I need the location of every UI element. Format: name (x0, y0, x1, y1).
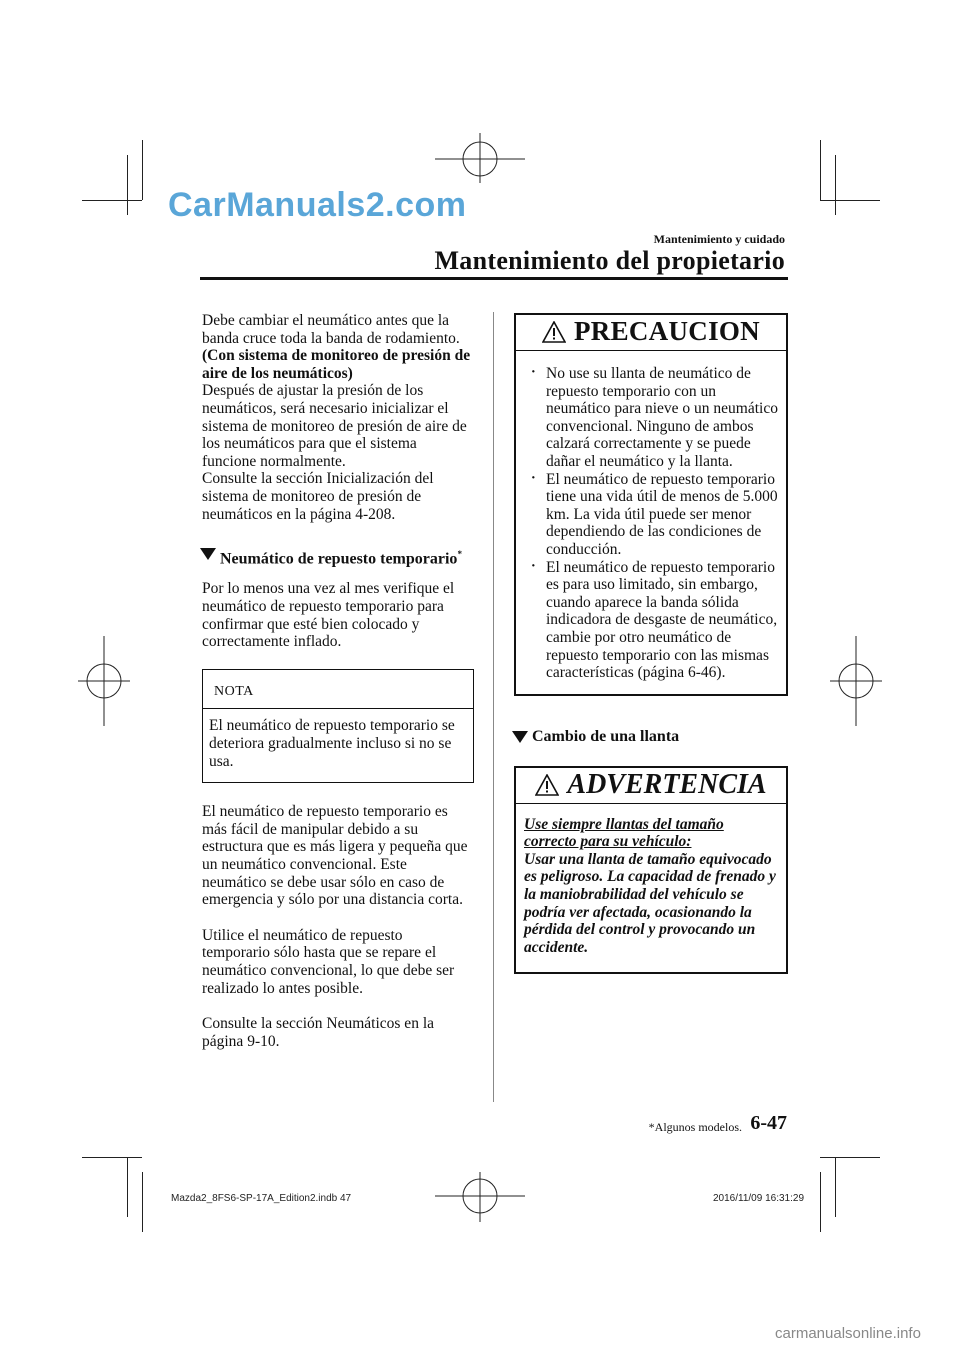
registration-mark-left (78, 636, 130, 726)
precaucion-box (514, 313, 788, 696)
registration-mark-bottom (435, 1172, 525, 1222)
precaucion-title: PRECAUCION (573, 316, 760, 347)
section-heading-spare (202, 545, 474, 568)
advertencia-body (516, 804, 786, 973)
file-info: Mazda2_8FS6-SP-17A_Edition2.indb 47 (171, 1193, 352, 1204)
column-divider (493, 312, 494, 1102)
advertencia-header (516, 768, 786, 804)
paragraph-tpms-reference: Consulte la sección Inicialización del sistema de monitoreo de presión de neumáticos en la página 4-208. (202, 470, 434, 523)
bottom-watermark[interactable]: carmanualsonline.info (775, 1325, 921, 1342)
right-column (514, 313, 788, 974)
footnote-marker: * (457, 549, 462, 560)
date-info: 2016/11/09 16:31:29 (713, 1193, 805, 1204)
paragraph-spare-use: Utilice el neumático de repuesto temporario sólo hasta que se repare el neumático convencional, lo que debe ser realizado lo antes posible. (202, 926, 455, 997)
left-column (202, 312, 474, 1050)
list-item: · El neumático de repuesto temporario tiene una vida útil de menos de 5.000 km. La vida útil puede ser menor dependiendo de las condiciones de conducción. (528, 471, 778, 559)
triangle-down-icon (512, 731, 528, 743)
advertencia-text: Usar una llanta de tamaño equivocado es peligroso. La capacidad de frenado y la maniobrabilidad del vehículo se podría ver afectada, ocasionando la pérdida del control y provocando un accidente. (524, 850, 776, 956)
precaucion-body (516, 351, 786, 694)
nota-body: El neumático de repuesto temporario se deteriora gradualmente incluso si no se usa. (209, 717, 455, 770)
section-heading-change (514, 728, 788, 746)
section-title-spare: Neumático de repuesto temporario (220, 550, 458, 568)
list-item: · El neumático de repuesto temporario es para uso limitado, sin embargo, cuando aparece la banda sólida indicadora de desgaste de neumático, cambie por otro neumático de repuesto temporario con las mismas características (página 6-46). (528, 559, 778, 682)
nota-box (202, 669, 474, 783)
watermark-logo[interactable]: CarManuals2.com (168, 186, 467, 224)
page-number: 6-47 (750, 1112, 787, 1134)
registration-mark-right (830, 636, 882, 726)
paragraph-spare-handling: El neumático de repuesto temporario es más fácil de manipular debido a su estructura que es más ligera y pequeña que un neumático convencional. Este neumático se debe usar sólo en caso de emergencia y sólo por una distancia corta. (202, 803, 468, 909)
header-rule (200, 277, 788, 280)
paragraph-tpms-body: Después de ajustar la presión de los neumáticos, será necesario inicializar el sistema de monitoreo de presión de aire de los neumáticos para que el sistema funcione normalmente. (202, 382, 467, 470)
list-item: · No use su llanta de neumático de repuesto temporario con un neumático para nieve o un neumático convencional. Ninguno de ambos calzará correctamente y se puede dañar el neumático y la llanta. (528, 365, 778, 471)
advertencia-title: ADVERTENCIA (567, 768, 767, 800)
paragraph-tread: Debe cambiar el neumático antes que la banda cruce toda la banda de rodamiento. (202, 312, 460, 347)
precaucion-header (516, 315, 786, 351)
paragraph-tpms-heading: (Con sistema de monitoreo de presión de aire de los neumáticos) (202, 347, 471, 382)
paragraph-spare-check: Por lo menos una vez al mes verifique el neumático de repuesto temporario para confirmar que esté bien colocado y correctamente inflado. (202, 580, 455, 651)
nota-title: NOTA (203, 670, 473, 710)
page-title: Mantenimiento del propietario (434, 246, 785, 275)
triangle-down-icon (200, 548, 216, 560)
section-title-change: Cambio de una llanta (532, 727, 680, 745)
warning-triangle-icon (542, 321, 566, 343)
paragraph-tire-reference: Consulte la sección Neumáticos en la página 9-10. (202, 1015, 435, 1050)
warning-triangle-icon (535, 774, 559, 796)
registration-mark-top (435, 133, 525, 183)
advertencia-box (514, 766, 788, 975)
section-label: Mantenimiento y cuidado (653, 232, 785, 246)
advertencia-heading: Use siempre llantas del tamaño correcto para su vehículo: (524, 815, 724, 851)
footnote-models: *Algunos modelos. (648, 1120, 742, 1134)
